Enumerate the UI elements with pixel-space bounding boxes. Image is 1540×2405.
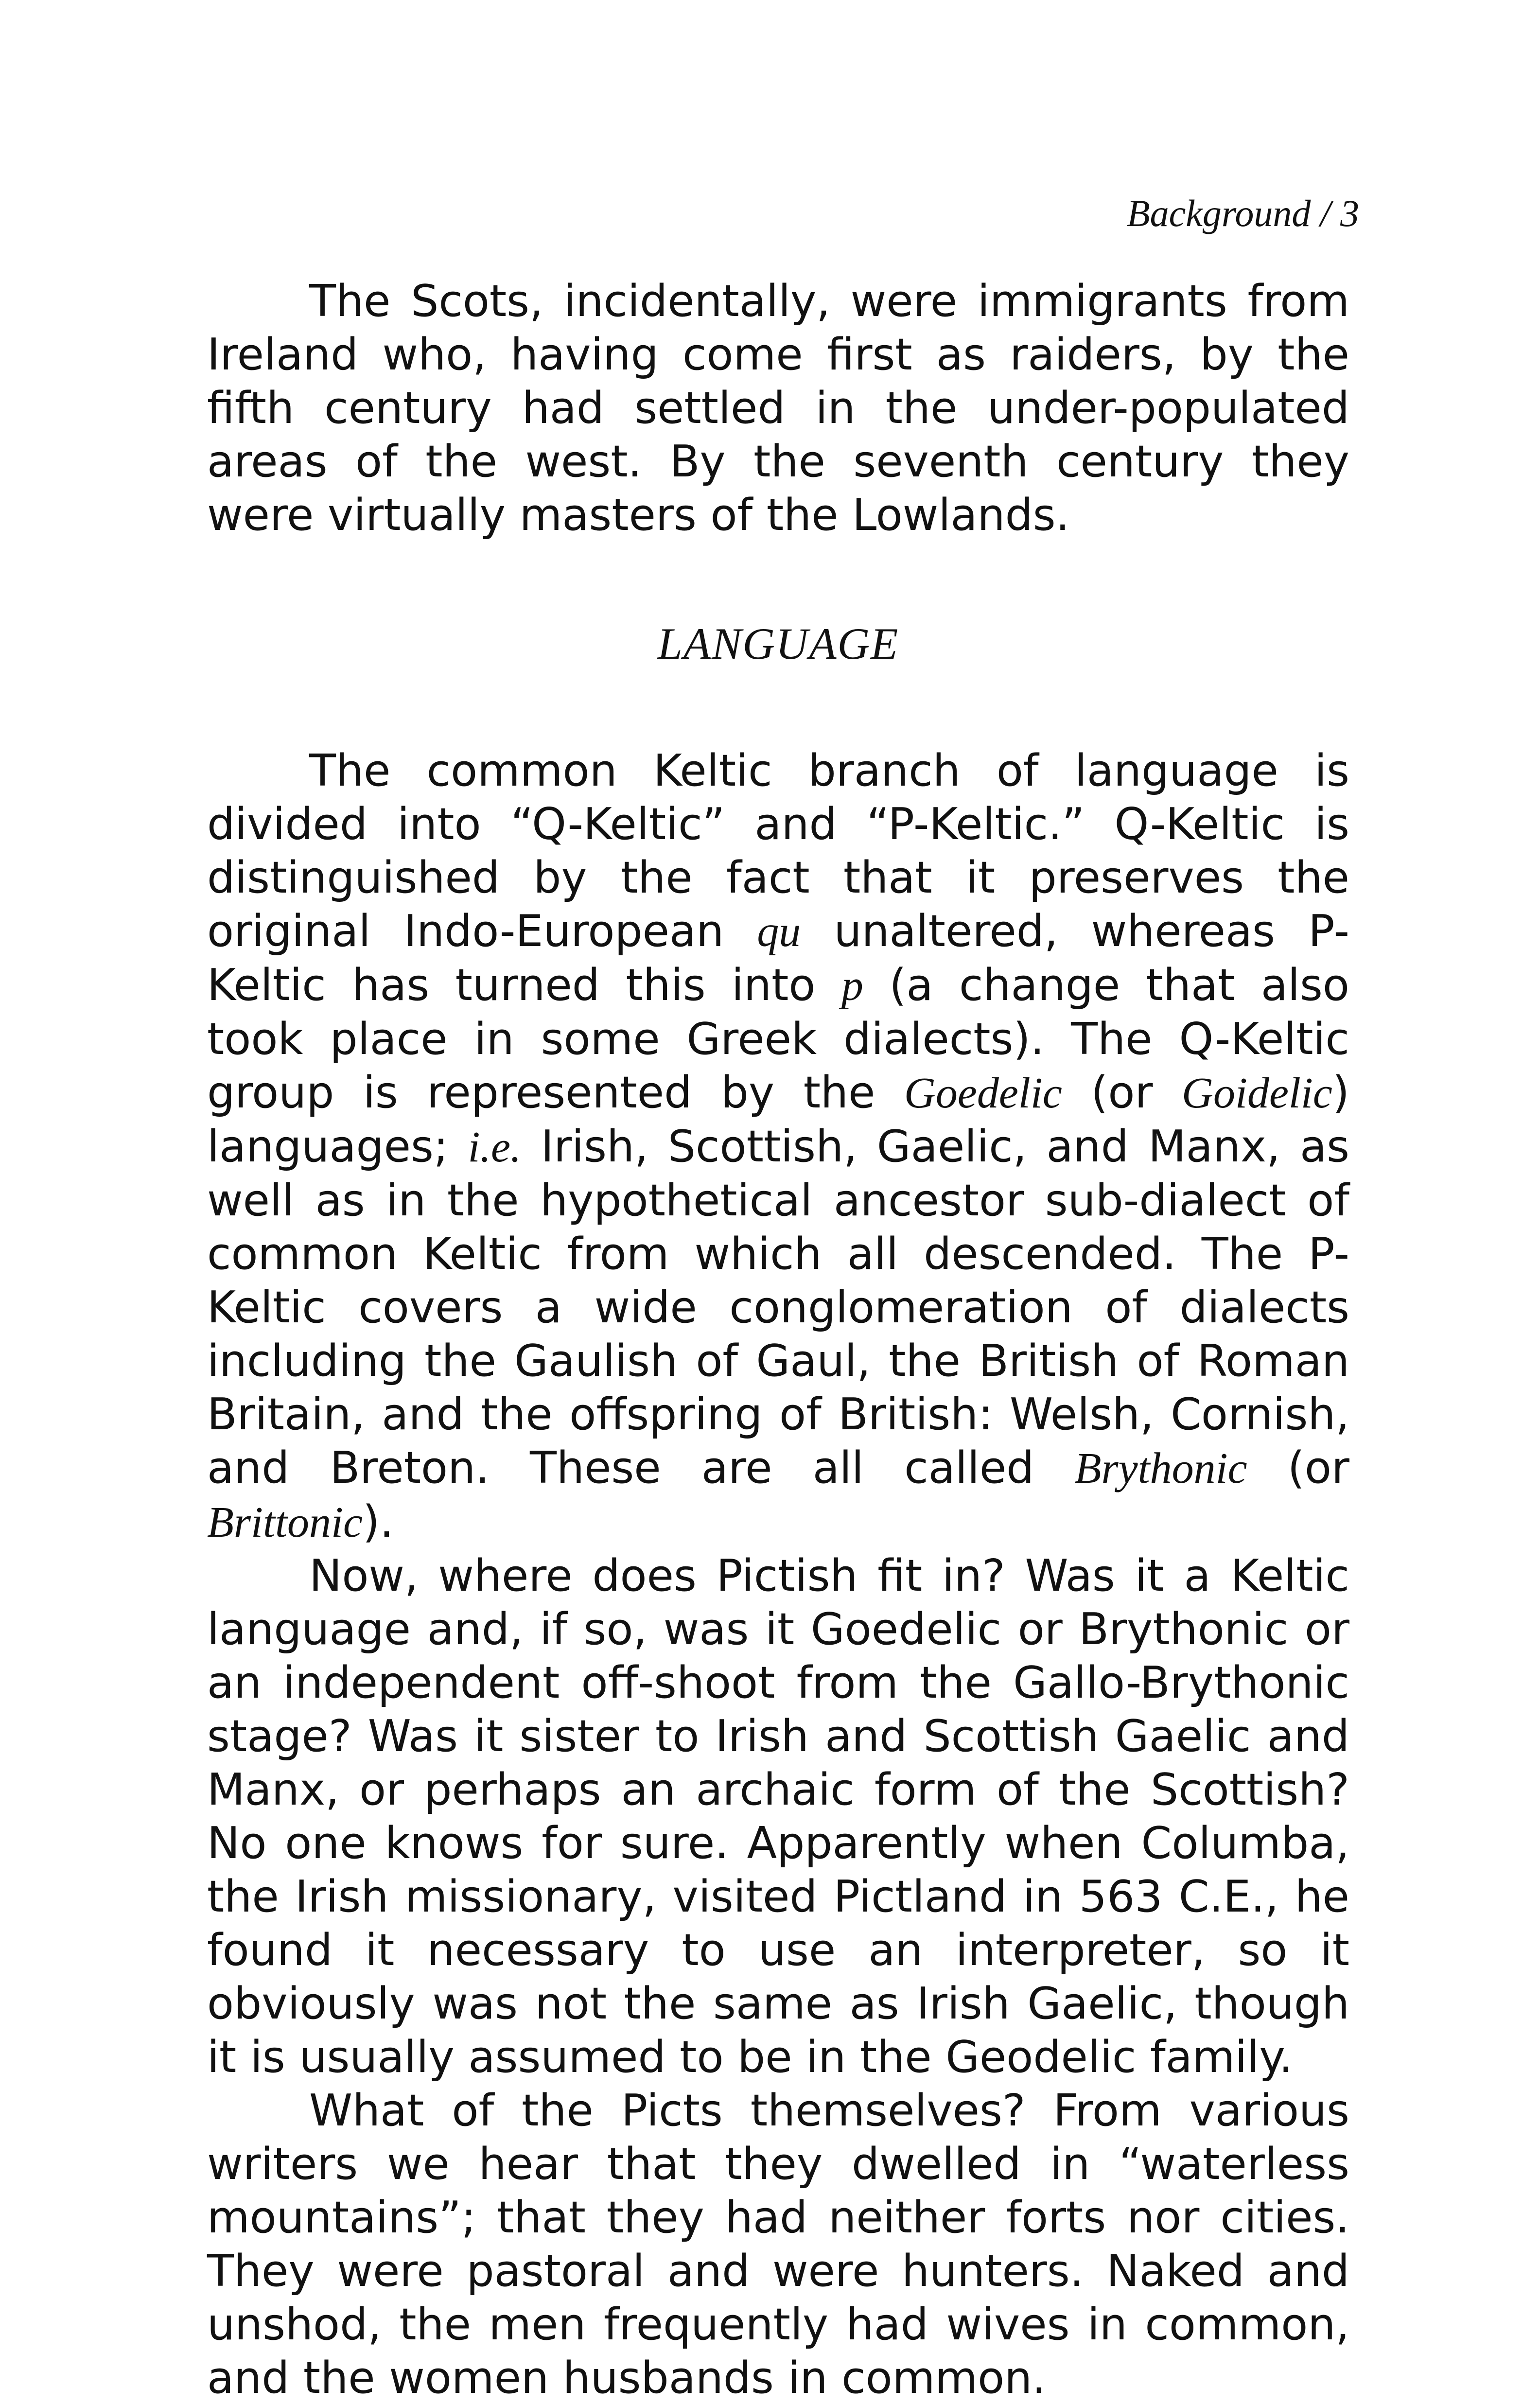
text-run: ) languages; — [207, 1067, 1349, 1172]
italic-term-brythonic: Brythonic — [1074, 1444, 1247, 1492]
paragraph-pictish: Now, where does Pictish fit in? Was it a Keltic language and, if so, was it Goedelic or Brythonic or an independent off-shoot from the Gallo-Brythonic stage? Was it sister to Irish and Scottish Gaelic and Manx, or perhaps an archaic form of the Scottish? No one knows for sure. Apparently when Columba, the Irish missionary, visited Pictland in 563 C.E., he found it necessary to use an interpreter, so it obviously was not the same as Irish Gaelic, though it is usually assumed to be in the Geodelic family. — [207, 1550, 1349, 2083]
italic-term-p: p — [841, 962, 863, 1010]
text-run: ). — [362, 1496, 394, 1547]
text-run: (or — [1247, 1442, 1349, 1493]
italic-term-goidelic: Goidelic — [1181, 1069, 1332, 1117]
text-run: unaltered, whereas P-Keltic has turned this into — [207, 906, 1349, 1011]
italic-term-qu: qu — [757, 908, 801, 956]
running-head: Background / 3 — [1126, 192, 1359, 234]
italic-term-goedelic: Goedelic — [904, 1069, 1062, 1117]
text-run: Irish, Scottish, Gaelic, and Manx, as well as in the hypothetical ancestor sub-dialect of common Keltic from which all descended. The P-Keltic covers a wide conglomeration of dialects including the Gaulish of Gaul, the British of Roman Britain, and the offspring of British: Welsh, Cornish, and Breton. These are all called — [207, 1121, 1349, 1493]
section-heading-language: LANGUAGE — [657, 619, 899, 668]
italic-term-brittonic: Brittonic — [207, 1498, 363, 1546]
text-run: (or — [1062, 1067, 1182, 1118]
paragraph-scots: The Scots, incidentally, were immigrants from Ireland who, having come first as raiders, by the fifth century had settled in the under-populated areas of the west. By the seventh century they were virtually masters of the Lowlands. — [207, 276, 1349, 541]
text-run: (a change that also took place in some Greek dialects). The Q-Keltic group is represented by the — [207, 960, 1349, 1118]
italic-term-ie: i.e. — [468, 1123, 522, 1171]
text-run: The common Keltic branch of language is divided into “Q-Keltic” and “P-Keltic.” Q-Keltic is distinguished by the fact that it preserves the original Indo-European — [207, 745, 1349, 957]
body-text — [207, 275, 1349, 2405]
paragraph-keltic-branches — [207, 744, 1349, 1549]
paragraph-picts: What of the Picts themselves? From various writers we hear that they dwelled in “waterless mountains”; that they had neither forts nor cities. They were pastoral and were hunters. Naked and unshod, the men frequently had wives in common, and the women husbands in common. — [207, 2085, 1349, 2404]
